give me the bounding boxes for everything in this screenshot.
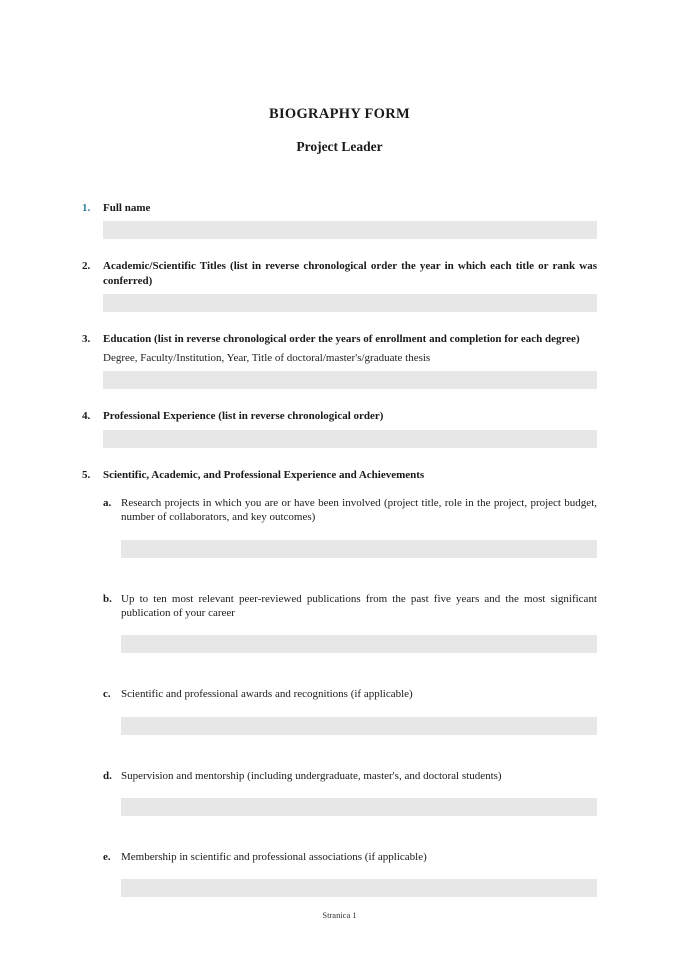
professional-experience-input[interactable] <box>103 430 597 448</box>
form-subitem-awards <box>103 687 597 734</box>
subitem-label-publications: Up to ten most relevant peer-reviewed publications from the past five years and the most significant publication of your career <box>121 592 597 619</box>
form-item-academic-titles <box>82 259 597 312</box>
form-item-achievements <box>82 468 597 897</box>
subitem-letter-a: a. <box>103 497 112 510</box>
research-projects-input[interactable] <box>121 540 597 558</box>
item-note-education: Degree, Faculty/Institution, Year, Title of doctoral/master's/graduate thesis <box>103 352 431 365</box>
memberships-input[interactable] <box>121 879 597 897</box>
item-label-full-name: Full name <box>103 202 151 214</box>
item-number-4: 4. <box>82 410 91 423</box>
form-item-professional-experience <box>82 409 597 447</box>
page-number-footer: Stranica 1 <box>322 910 357 920</box>
form-item-education <box>82 332 597 390</box>
item-number-5: 5. <box>82 468 91 481</box>
subitem-label-memberships: Membership in scientific and professional associations (if applicable) <box>121 850 427 863</box>
mentorship-input[interactable] <box>121 798 597 816</box>
item-label-education: Education (list in reverse chronological order the years of enrollment and completion for each degree) <box>103 332 580 345</box>
item-label-academic-titles: Academic/Scientific Titles (list in reverse chronological order the year in which each title or rank was conferred) <box>103 260 597 287</box>
form-subtitle: Project Leader <box>296 139 383 154</box>
subitem-letter-c: c. <box>103 688 111 701</box>
form-item-full-name <box>82 201 597 239</box>
form-subitem-mentorship <box>103 769 597 816</box>
item-number-2: 2. <box>82 260 91 273</box>
item-number-3: 3. <box>82 332 91 345</box>
subitem-letter-b: b. <box>103 592 112 605</box>
education-input[interactable] <box>103 371 597 389</box>
awards-input[interactable] <box>121 717 597 735</box>
subitem-letter-d: d. <box>103 769 112 782</box>
item-label-achievements: Scientific, Academic, and Professional Experience and Achievements <box>103 468 425 481</box>
form-subitem-memberships <box>103 850 597 897</box>
item-number-1: 1. <box>82 202 91 214</box>
publications-input[interactable] <box>121 635 597 653</box>
form-subitem-research-projects <box>103 496 597 558</box>
achievements-subitems <box>103 496 597 897</box>
subitem-label-awards: Scientific and professional awards and recognitions (if applicable) <box>121 688 413 701</box>
subitem-label-mentorship: Supervision and mentorship (including undergraduate, master's, and doctoral students) <box>121 769 502 782</box>
subitem-letter-e: e. <box>103 850 111 863</box>
form-title: BIOGRAPHY FORM <box>268 106 410 122</box>
item-label-professional-experience: Professional Experience (list in reverse chronological order) <box>103 410 384 423</box>
subitem-label-research-projects: Research projects in which you are or have been involved (project title, role in the project, project budget, number of collaborators, and key outcomes) <box>121 497 597 524</box>
academic-titles-input[interactable] <box>103 294 597 312</box>
form-subitem-publications <box>103 592 597 654</box>
full-name-input[interactable] <box>103 221 597 239</box>
